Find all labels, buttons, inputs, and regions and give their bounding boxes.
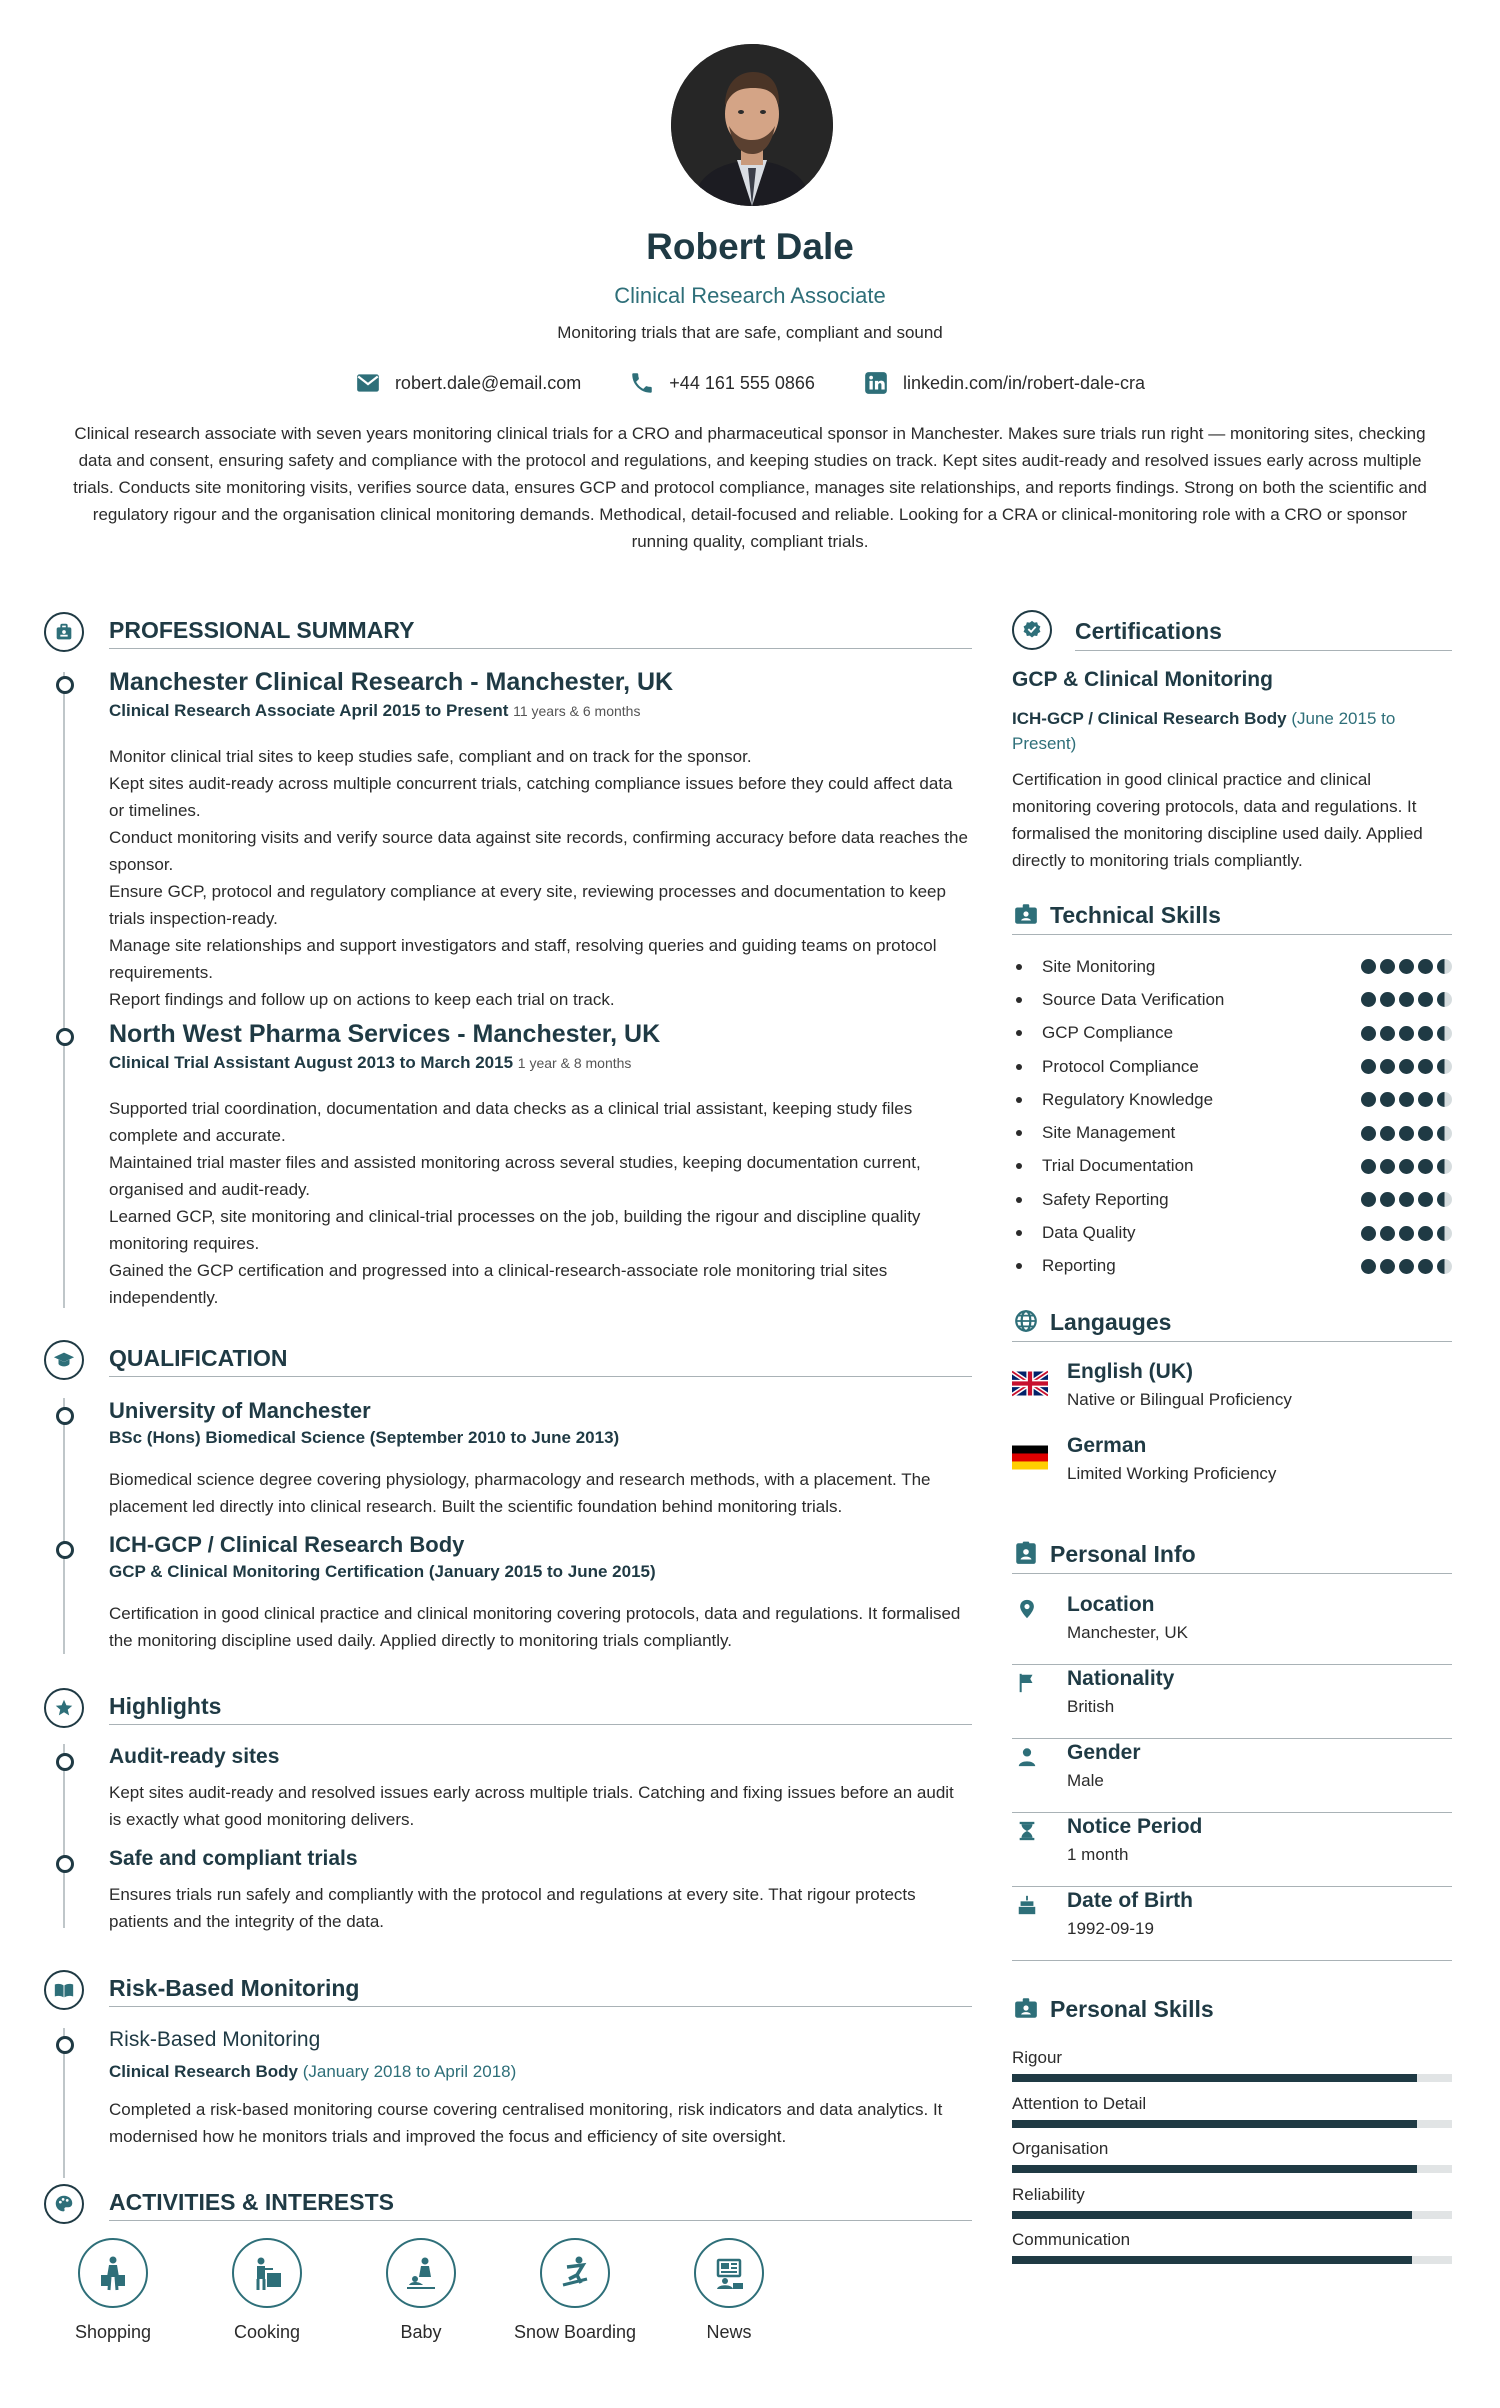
- linkedin-icon: [863, 370, 889, 396]
- linkedin-text: linkedin.com/in/robert-dale-cra: [902, 372, 1146, 393]
- personal-info-gender: [1012, 1741, 1452, 1813]
- rating-dot: [1399, 1192, 1414, 1207]
- rating-dot: [1361, 959, 1376, 974]
- activities-list: [36, 2238, 806, 2343]
- rating-dot: [1380, 959, 1395, 974]
- experience-bullets: [109, 743, 969, 1013]
- info-value: Manchester, UK: [1067, 1623, 1188, 1642]
- personal-skill-fill: [1012, 2211, 1412, 2219]
- personal-info-nationality: [1012, 1667, 1452, 1739]
- experience-bullet: Maintained trial master files and assisted monitoring across several studies, keeping documentation current, organised and audit-ready.: [109, 1153, 921, 1199]
- rating-dot: [1437, 1226, 1452, 1241]
- professional-summary-heading: [44, 612, 972, 652]
- rating-dot: [1380, 1226, 1395, 1241]
- rating-dot: [1361, 1226, 1376, 1241]
- skill-rating: [1361, 959, 1452, 974]
- personal-skill-fill: [1012, 2256, 1412, 2264]
- info-label: Nationality: [1067, 1667, 1175, 1690]
- skill-row: [1012, 1216, 1452, 1249]
- certification-body: Certification in good clinical practice and clinical monitoring covering protocols, data and regulations. It formalised the monitoring discipline used daily. Applied directly to monitoring trials compliantly.: [1012, 770, 1423, 870]
- section-title: Langauges: [1050, 1309, 1172, 1335]
- flag-icon: [1016, 1671, 1038, 1695]
- skill-row: [1012, 983, 1452, 1016]
- rating-dot: [1380, 1092, 1395, 1107]
- section-title: PROFESSIONAL SUMMARY: [109, 617, 415, 643]
- rating-dot: [1361, 1092, 1376, 1107]
- experience-bullet: Ensure GCP, protocol and regulatory compliance at every site, reviewing processes and documentation to keep trials inspection-ready.: [109, 882, 946, 928]
- rating-dot: [1418, 959, 1433, 974]
- rating-dot: [1361, 992, 1376, 1007]
- cake-icon: [1016, 1893, 1038, 1917]
- section-title: Personal Skills: [1050, 1996, 1214, 2022]
- certification-entry: [1012, 668, 1452, 874]
- id-card-icon: [1012, 900, 1040, 928]
- rating-dot: [1380, 1259, 1395, 1274]
- candidate-name: Robert Dale: [646, 226, 854, 267]
- personal-skill-label: Attention to Detail: [1012, 2093, 1147, 2113]
- timeline-line: [63, 1744, 65, 1928]
- timeline-dot: [56, 1407, 74, 1425]
- section-title: QUALIFICATION: [109, 1345, 288, 1371]
- personal-skill-fill: [1012, 2074, 1417, 2082]
- rating-dot: [1399, 1026, 1414, 1041]
- section-divider: [109, 2220, 972, 2221]
- id-card-icon: [1012, 1994, 1040, 2022]
- personal-skill-label: Reliability: [1012, 2184, 1085, 2204]
- activity-label: Snow Boarding: [513, 2322, 637, 2342]
- skill-row: [1012, 1150, 1452, 1183]
- rating-dot: [1399, 992, 1414, 1007]
- experience-role: Clinical Trial Assistant August 2013 to March 2015 1 year & 8 months: [109, 1053, 632, 1072]
- skill-name: GCP Compliance: [1012, 1023, 1173, 1043]
- course-body: Completed a risk-based monitoring course covering centralised monitoring, risk indicators and data analytics. It modernised how he monitors trials and improved the focus and efficiency of site oversight.: [109, 2100, 943, 2146]
- info-label: Location: [1067, 1593, 1155, 1616]
- email-text: robert.dale@email.com: [394, 372, 582, 393]
- info-value: British: [1067, 1697, 1115, 1716]
- germany-flag-icon: [1012, 1444, 1048, 1471]
- languages-heading: [1012, 1303, 1452, 1343]
- highlight-body: Ensures trials run safely and compliantly with the protocol and regulations at every site. That rigour protects patients and the integrity of the data.: [109, 1885, 916, 1931]
- globe-icon: [1012, 1307, 1040, 1335]
- qualification-body: Certification in good clinical practice and clinical monitoring covering protocols, data and regulations. It formalised the monitoring discipline used daily. Applied directly to monitoring trials compliantly.: [109, 1604, 961, 1650]
- experience-bullet: Manage site relationships and support investigators and staff, resolving queries and guiding teams on protocol requirements.: [109, 936, 937, 982]
- section-title: Certifications: [1075, 618, 1222, 644]
- skill-name: Source Data Verification: [1012, 990, 1224, 1010]
- experience-entry: [109, 668, 969, 1013]
- course-entry: [109, 2028, 969, 2150]
- experience-bullet: Kept sites audit-ready across multiple concurrent trials, catching compliance issues before they could affect data or timelines.: [109, 774, 953, 820]
- rating-dot: [1399, 1059, 1414, 1074]
- skill-name: Reporting: [1012, 1256, 1116, 1276]
- experience-bullet: Monitor clinical trial sites to keep studies safe, compliant and on track for the sponsor.: [109, 747, 752, 766]
- candidate-role: Clinical Research Associate: [614, 283, 886, 308]
- info-label: Gender: [1067, 1741, 1141, 1764]
- course-subtitle: Clinical Research Body (January 2018 to April 2018): [109, 2062, 517, 2081]
- rating-dot: [1361, 1026, 1376, 1041]
- rating-dot: [1437, 1126, 1452, 1141]
- rating-dot: [1399, 1126, 1414, 1141]
- avatar: [671, 44, 833, 206]
- qualification-entry: [109, 1532, 969, 1654]
- experience-role: Clinical Research Associate April 2015 to Present 11 years & 6 months: [109, 701, 641, 720]
- skill-rating: [1361, 1026, 1452, 1041]
- personal-skill-bar: [1012, 2211, 1452, 2219]
- section-title: Personal Info: [1050, 1541, 1196, 1567]
- rating-dot: [1399, 959, 1414, 974]
- course-title: Risk-Based Monitoring: [109, 2028, 321, 2051]
- experience-entry: [109, 1020, 969, 1311]
- qualification-title: ICH-GCP / Clinical Research Body: [109, 1532, 465, 1557]
- technical-skills-list: [1012, 950, 1452, 1283]
- skill-rating: [1361, 1059, 1452, 1074]
- skill-name: Regulatory Knowledge: [1012, 1090, 1213, 1110]
- timeline-dot: [56, 2036, 74, 2054]
- person-icon: [1016, 1745, 1038, 1769]
- skill-name: Trial Documentation: [1012, 1156, 1194, 1176]
- technical-skills-heading: [1012, 896, 1452, 936]
- personal-skill-fill: [1012, 2165, 1417, 2173]
- skill-row: [1012, 1050, 1452, 1083]
- briefcase-icon: [44, 612, 84, 652]
- personal-skills-heading: [1012, 1990, 1452, 2030]
- rating-dot: [1437, 959, 1452, 974]
- skill-name: Site Monitoring: [1012, 957, 1155, 977]
- activity-item: [498, 2238, 652, 2343]
- rating-dot: [1418, 1159, 1433, 1174]
- skill-rating: [1361, 992, 1452, 1007]
- highlight-entry: [109, 1745, 969, 1833]
- rating-dot: [1399, 1159, 1414, 1174]
- intro-summary: Clinical research associate with seven years monitoring clinical trials for a CRO and pharmaceutical sponsor in Manchester. Makes sure trials run right — monitoring sites, checking data and consent, ensuring safety and compliance with the protocol and regulations, and keeping studies on track. Kept sites audit-ready and resolved issues early across multiple trials. Conducts site monitoring visits, verifies source data, ensures GCP and protocol compliance, manages site relationships, and reports findings. Strong on both the scientific and regulatory rigour and the organisation clinical monitoring demands. Methodical, detail-focused and reliable. Looking for a CRA or clinical-monitoring role with a CRO or sponsor running quality, compliant trials.: [73, 424, 1427, 551]
- info-value: Male: [1067, 1771, 1104, 1790]
- rating-dot: [1380, 992, 1395, 1007]
- phone-icon: [629, 370, 655, 396]
- language-name: English (UK): [1067, 1360, 1193, 1383]
- activity-label: Shopping: [74, 2322, 152, 2342]
- activity-item: [652, 2238, 806, 2343]
- qualification-heading: [44, 1340, 972, 1380]
- palette-icon: [44, 2184, 84, 2224]
- skill-name: Safety Reporting: [1012, 1190, 1169, 1210]
- qualification-body: Biomedical science degree covering physiology, pharmacology and research methods, with a placement. The placement led directly into clinical research. Built the scientific foundation behind monitoring trials.: [109, 1470, 931, 1516]
- personal-skill-label: Organisation: [1012, 2139, 1109, 2158]
- section-title: ACTIVITIES & INTERESTS: [109, 2189, 394, 2215]
- snowboarding-icon: [540, 2238, 610, 2308]
- timeline-dot: [56, 1855, 74, 1873]
- activity-item: [36, 2238, 190, 2343]
- rating-dot: [1399, 1092, 1414, 1107]
- personal-skill-fill: [1012, 2120, 1417, 2128]
- personal-skill: [1012, 2230, 1452, 2264]
- contact-bar: [0, 370, 1500, 396]
- section-divider: [1012, 934, 1452, 935]
- personal-skill-bar: [1012, 2165, 1452, 2173]
- activity-label: News: [706, 2322, 752, 2342]
- experience-bullet: Report findings and follow up on actions to keep each trial on track.: [109, 990, 615, 1009]
- personal-info-location: [1012, 1593, 1452, 1665]
- rating-dot: [1437, 1026, 1452, 1041]
- cooking-icon: [232, 2238, 302, 2308]
- personal-info-notice-period: [1012, 1815, 1452, 1887]
- section-divider: [1012, 1573, 1452, 1574]
- language-level: Limited Working Proficiency: [1067, 1464, 1277, 1483]
- certification-title: GCP & Clinical Monitoring: [1012, 668, 1273, 691]
- skill-rating: [1361, 1259, 1452, 1274]
- rating-dot: [1361, 1159, 1376, 1174]
- rating-dot: [1418, 1192, 1433, 1207]
- info-label: Date of Birth: [1067, 1889, 1193, 1912]
- rating-dot: [1437, 1192, 1452, 1207]
- timeline-dot: [56, 1541, 74, 1559]
- experience-title: North West Pharma Services - Manchester, UK: [109, 1020, 661, 1048]
- baby-icon: [386, 2238, 456, 2308]
- skill-rating: [1361, 1159, 1452, 1174]
- rating-dot: [1418, 1092, 1433, 1107]
- experience-bullet: Learned GCP, site monitoring and clinical-trial processes on the job, building the rigour and discipline quality monitoring requires.: [109, 1207, 921, 1253]
- experience-bullet: Gained the GCP certification and progressed into a clinical-research-associate role monitoring trial sites independently.: [109, 1261, 888, 1307]
- section-divider: [1012, 1341, 1452, 1342]
- rating-dot: [1437, 1092, 1452, 1107]
- rating-dot: [1361, 1259, 1376, 1274]
- activity-label: Baby: [400, 2322, 442, 2342]
- candidate-tagline: Monitoring trials that are safe, compliant and sound: [557, 323, 943, 342]
- portrait-image: [671, 44, 833, 206]
- highlight-title: Safe and compliant trials: [109, 1847, 358, 1870]
- personal-info-heading: [1012, 1535, 1452, 1575]
- activity-label: Cooking: [233, 2322, 301, 2342]
- skill-row: [1012, 1183, 1452, 1216]
- rating-dot: [1418, 992, 1433, 1007]
- rating-dot: [1418, 1226, 1433, 1241]
- skill-row: [1012, 1017, 1452, 1050]
- rating-dot: [1437, 1159, 1452, 1174]
- section-divider: [109, 1376, 972, 1377]
- highlights-heading: [44, 1688, 972, 1728]
- star-icon: [44, 1688, 84, 1728]
- linkedin-contact[interactable]: [863, 370, 1145, 396]
- personal-info-date-of-birth: [1012, 1889, 1452, 1961]
- personal-skill: [1012, 2094, 1452, 2128]
- certification-subtitle: ICH-GCP / Clinical Research Body (June 2015 to Present): [1012, 709, 1396, 753]
- rating-dot: [1380, 1192, 1395, 1207]
- section-divider: [109, 648, 972, 649]
- location-pin-icon: [1016, 1597, 1038, 1621]
- experience-bullets: [109, 1095, 969, 1311]
- rating-dot: [1418, 1259, 1433, 1274]
- language-name: German: [1067, 1434, 1147, 1457]
- risk-based-monitoring-heading: [44, 1970, 972, 2010]
- personal-skill-bar: [1012, 2120, 1452, 2128]
- section-divider: [109, 2006, 972, 2007]
- email-icon: [355, 370, 381, 396]
- skill-row: [1012, 1116, 1452, 1149]
- rating-dot: [1418, 1059, 1433, 1074]
- personal-skill-bar: [1012, 2256, 1452, 2264]
- section-title: Risk-Based Monitoring: [109, 1975, 360, 2001]
- rating-dot: [1418, 1126, 1433, 1141]
- qualification-title: University of Manchester: [109, 1398, 371, 1423]
- experience-bullet: Supported trial coordination, documentation and data checks as a clinical trial assistant, keeping study files complete and accurate.: [109, 1099, 913, 1145]
- rating-dot: [1380, 1026, 1395, 1041]
- highlight-body: Kept sites audit-ready and resolved issues early across multiple trials. Catching and fixing issues before an audit is exactly what good monitoring delivers.: [109, 1783, 954, 1829]
- contact-card-icon: [1012, 1539, 1040, 1567]
- email-contact[interactable]: [355, 370, 581, 396]
- personal-skill: [1012, 2139, 1452, 2173]
- skill-name: Protocol Compliance: [1012, 1057, 1199, 1077]
- rating-dot: [1437, 992, 1452, 1007]
- rating-dot: [1361, 1192, 1376, 1207]
- info-label: Notice Period: [1067, 1815, 1203, 1838]
- skill-row: [1012, 950, 1452, 983]
- section-divider: [1075, 650, 1452, 651]
- phone-text: +44 161 555 0866: [669, 372, 815, 393]
- uk-flag-icon: [1012, 1370, 1048, 1397]
- news-icon: [694, 2238, 764, 2308]
- rating-dot: [1380, 1126, 1395, 1141]
- personal-skill: [1012, 2048, 1452, 2082]
- certifications-heading: [1012, 612, 1452, 652]
- rating-dot: [1380, 1159, 1395, 1174]
- activity-item: [344, 2238, 498, 2343]
- experience-title: Manchester Clinical Research - Manchester, UK: [109, 668, 674, 696]
- qualification-subtitle: GCP & Clinical Monitoring Certification (January 2015 to June 2015): [109, 1562, 656, 1581]
- highlight-title: Audit-ready sites: [109, 1745, 280, 1768]
- timeline-line: [63, 1398, 65, 1654]
- skill-rating: [1361, 1192, 1452, 1207]
- skill-rating: [1361, 1092, 1452, 1107]
- skill-row: [1012, 1083, 1452, 1116]
- timeline-dot: [56, 1028, 74, 1046]
- skill-name: Data Quality: [1012, 1223, 1136, 1243]
- shopping-icon: [78, 2238, 148, 2308]
- hourglass-icon: [1016, 1819, 1038, 1843]
- personal-skill: [1012, 2185, 1452, 2219]
- skill-row: [1012, 1250, 1452, 1283]
- section-title: Highlights: [109, 1693, 222, 1719]
- graduation-cap-icon: [44, 1340, 84, 1380]
- timeline-dot: [56, 1753, 74, 1771]
- rating-dot: [1361, 1059, 1376, 1074]
- rating-dot: [1437, 1259, 1452, 1274]
- language-level: Native or Bilingual Proficiency: [1067, 1390, 1292, 1409]
- activities-heading: [44, 2184, 972, 2224]
- rating-dot: [1361, 1126, 1376, 1141]
- rating-dot: [1418, 1026, 1433, 1041]
- info-value: 1 month: [1067, 1845, 1129, 1864]
- section-title: Technical Skills: [1050, 902, 1221, 928]
- rating-dot: [1380, 1059, 1395, 1074]
- personal-skill-label: Rigour: [1012, 2048, 1063, 2067]
- skill-name: Site Management: [1012, 1123, 1175, 1143]
- qualification-entry: [109, 1398, 969, 1520]
- rating-dot: [1437, 1059, 1452, 1074]
- qualification-subtitle: BSc (Hons) Biomedical Science (September 2010 to June 2013): [109, 1428, 620, 1447]
- highlight-entry: [109, 1847, 969, 1935]
- timeline-line: [63, 672, 65, 1308]
- rating-dot: [1399, 1226, 1414, 1241]
- experience-bullet: Conduct monitoring visits and verify source data against site records, confirming accuracy before data reaches the sponsor.: [109, 828, 968, 874]
- skill-rating: [1361, 1226, 1452, 1241]
- timeline-dot: [56, 676, 74, 694]
- badge-check-icon: [1012, 610, 1052, 650]
- phone-contact[interactable]: [629, 370, 815, 396]
- section-divider: [109, 1724, 972, 1725]
- info-value: 1992-09-19: [1067, 1919, 1154, 1938]
- personal-skill-label: Communication: [1012, 2230, 1131, 2249]
- book-icon: [44, 1970, 84, 2010]
- personal-skill-bar: [1012, 2074, 1452, 2082]
- activity-item: [190, 2238, 344, 2343]
- skill-rating: [1361, 1126, 1452, 1141]
- rating-dot: [1399, 1259, 1414, 1274]
